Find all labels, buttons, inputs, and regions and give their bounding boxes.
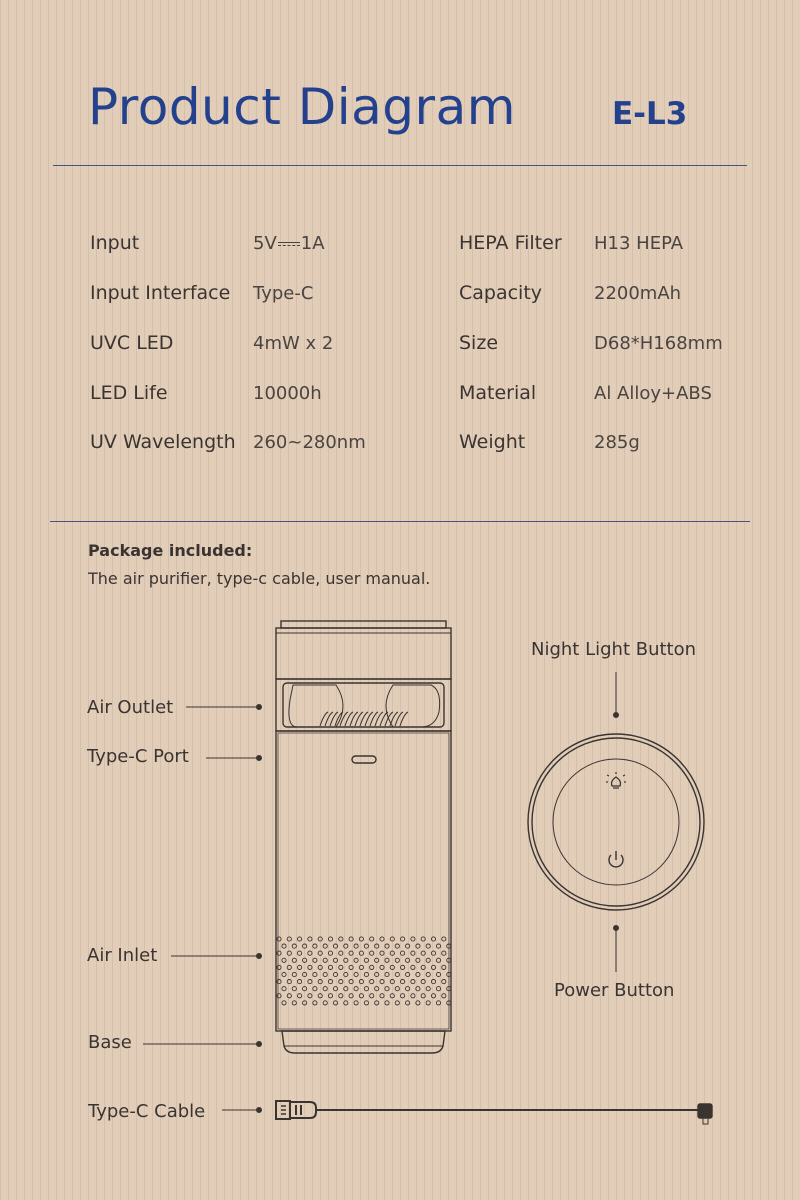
inlet-hole — [277, 994, 281, 998]
spec-value-uvc-led: 4mW x 2 — [253, 333, 334, 354]
inlet-hole — [380, 994, 384, 998]
inlet-hole — [442, 951, 446, 955]
inlet-hole — [395, 944, 399, 948]
inlet-hole — [390, 965, 394, 969]
spec-value-size: D68*H168mm — [594, 333, 723, 354]
callout-night-light-button: Night Light Button — [531, 639, 697, 660]
inlet-hole — [303, 958, 307, 962]
inlet-hole — [277, 980, 281, 984]
inlet-hole — [349, 994, 353, 998]
inlet-hole — [375, 972, 379, 976]
inlet-hole — [395, 987, 399, 991]
inlet-hole — [426, 1001, 430, 1005]
leader-type-c-port — [206, 756, 261, 761]
callout-air-outlet: Air Outlet — [87, 697, 174, 718]
inlet-hole — [339, 951, 343, 955]
spec-value-weight: 285g — [594, 432, 640, 453]
purifier-top-view — [528, 734, 704, 910]
inlet-hole — [436, 944, 440, 948]
inlet-hole — [406, 987, 410, 991]
inlet-hole — [318, 994, 322, 998]
inlet-hole — [313, 944, 317, 948]
inlet-hole — [303, 987, 307, 991]
inlet-hole — [385, 1001, 389, 1005]
inlet-hole — [364, 1001, 368, 1005]
inlet-hole — [333, 972, 337, 976]
inlet-hole — [323, 972, 327, 976]
inlet-hole — [349, 980, 353, 984]
callout-air-inlet: Air Inlet — [87, 945, 158, 966]
inlet-hole — [416, 958, 420, 962]
inlet-hole — [370, 965, 374, 969]
inlet-hole — [385, 958, 389, 962]
inlet-hole — [298, 937, 302, 941]
spec-value-led-life: 10000h — [253, 383, 322, 404]
inlet-hole — [370, 951, 374, 955]
inlet-hole — [359, 965, 363, 969]
inlet-hole — [282, 987, 286, 991]
inlet-hole — [298, 951, 302, 955]
inlet-hole — [277, 937, 281, 941]
inlet-hole — [395, 958, 399, 962]
inlet-hole — [370, 994, 374, 998]
inlet-hole — [292, 972, 296, 976]
inlet-hole — [308, 980, 312, 984]
night-light-icon — [606, 772, 626, 788]
spec-label-weight: Weight — [459, 431, 526, 453]
inlet-hole — [421, 937, 425, 941]
inlet-hole — [395, 1001, 399, 1005]
inlet-hole — [406, 1001, 410, 1005]
inlet-hole — [426, 958, 430, 962]
inlet-hole — [431, 980, 435, 984]
inlet-hole — [385, 972, 389, 976]
inlet-hole — [431, 937, 435, 941]
leader-air-inlet — [171, 954, 261, 959]
inlet-hole — [318, 951, 322, 955]
inlet-hole — [313, 972, 317, 976]
inlet-hole — [390, 937, 394, 941]
spec-label-uvc-led: UVC LED — [90, 332, 174, 354]
inlet-hole — [416, 987, 420, 991]
inlet-hole — [426, 944, 430, 948]
leader-air-outlet — [186, 705, 261, 710]
callout-type-c-cable: Type-C Cable — [88, 1101, 206, 1122]
inlet-hole — [287, 994, 291, 998]
inlet-hole — [277, 951, 281, 955]
inlet-hole — [380, 951, 384, 955]
inlet-hole — [364, 944, 368, 948]
model-number: E-L3 — [612, 96, 688, 132]
purifier-air-inlet-holes — [277, 937, 451, 1005]
inlet-hole — [298, 994, 302, 998]
inlet-hole — [406, 958, 410, 962]
inlet-hole — [370, 937, 374, 941]
inlet-hole — [436, 958, 440, 962]
inlet-hole — [436, 972, 440, 976]
inlet-hole — [354, 944, 358, 948]
inlet-hole — [282, 972, 286, 976]
inlet-hole — [298, 965, 302, 969]
inlet-hole — [442, 980, 446, 984]
inlet-hole — [380, 937, 384, 941]
inlet-hole — [292, 958, 296, 962]
inlet-hole — [359, 994, 363, 998]
inlet-hole — [287, 951, 291, 955]
leader-night-light-button — [614, 672, 619, 717]
inlet-hole — [308, 937, 312, 941]
inlet-hole — [292, 1001, 296, 1005]
inlet-hole — [349, 951, 353, 955]
spec-label-material: Material — [459, 382, 537, 404]
inlet-hole — [354, 1001, 358, 1005]
inlet-hole — [416, 1001, 420, 1005]
inlet-hole — [328, 965, 332, 969]
inlet-hole — [344, 944, 348, 948]
inlet-hole — [323, 1001, 327, 1005]
inlet-hole — [333, 944, 337, 948]
inlet-hole — [421, 951, 425, 955]
inlet-hole — [359, 951, 363, 955]
spec-label-led-life: LED Life — [90, 382, 168, 404]
spec-value-input: 5V 1A — [253, 233, 325, 254]
inlet-hole — [421, 994, 425, 998]
inlet-hole — [333, 1001, 337, 1005]
inlet-hole — [298, 980, 302, 984]
inlet-hole — [292, 944, 296, 948]
purifier-base — [282, 1031, 445, 1053]
inlet-hole — [401, 937, 405, 941]
inlet-hole — [303, 972, 307, 976]
leader-base — [143, 1042, 261, 1047]
inlet-hole — [411, 994, 415, 998]
callout-type-c-port: Type-C Port — [87, 746, 189, 767]
inlet-hole — [401, 951, 405, 955]
inlet-hole — [421, 980, 425, 984]
inlet-hole — [328, 994, 332, 998]
inlet-hole — [349, 965, 353, 969]
inlet-hole — [282, 1001, 286, 1005]
spec-label-size: Size — [459, 332, 499, 354]
inlet-hole — [442, 965, 446, 969]
inlet-hole — [442, 994, 446, 998]
inlet-hole — [287, 965, 291, 969]
inlet-hole — [395, 972, 399, 976]
purifier-top-cap — [276, 621, 451, 679]
inlet-hole — [426, 987, 430, 991]
inlet-hole — [411, 965, 415, 969]
inlet-hole — [364, 987, 368, 991]
inlet-hole — [401, 965, 405, 969]
inlet-hole — [323, 958, 327, 962]
inlet-hole — [354, 972, 358, 976]
spec-value-material: Al Alloy+ABS — [594, 383, 712, 404]
inlet-hole — [375, 958, 379, 962]
inlet-hole — [339, 937, 343, 941]
inlet-hole — [308, 994, 312, 998]
inlet-hole — [354, 958, 358, 962]
inlet-hole — [328, 980, 332, 984]
type-c-port-icon — [352, 756, 376, 763]
power-icon — [609, 851, 623, 867]
inlet-hole — [375, 944, 379, 948]
inlet-hole — [349, 937, 353, 941]
inlet-hole — [364, 958, 368, 962]
purifier-air-outlet — [276, 679, 451, 731]
inlet-hole — [333, 958, 337, 962]
inlet-hole — [303, 944, 307, 948]
inlet-hole — [411, 980, 415, 984]
inlet-hole — [436, 987, 440, 991]
inlet-hole — [436, 1001, 440, 1005]
inlet-hole — [416, 944, 420, 948]
inlet-hole — [339, 994, 343, 998]
inlet-hole — [431, 994, 435, 998]
inlet-hole — [318, 937, 322, 941]
inlet-hole — [344, 1001, 348, 1005]
spec-value-hepa-filter: H13 HEPA — [594, 233, 684, 254]
inlet-hole — [333, 987, 337, 991]
inlet-hole — [308, 951, 312, 955]
inlet-hole — [390, 980, 394, 984]
purifier-body — [276, 731, 451, 1031]
inlet-hole — [380, 980, 384, 984]
inlet-hole — [344, 972, 348, 976]
inlet-hole — [318, 980, 322, 984]
inlet-hole — [339, 965, 343, 969]
inlet-hole — [401, 980, 405, 984]
inlet-hole — [431, 965, 435, 969]
inlet-hole — [277, 965, 281, 969]
inlet-hole — [359, 937, 363, 941]
spec-value-uv-wavelength: 260~280nm — [253, 432, 366, 453]
callout-base: Base — [88, 1032, 132, 1053]
inlet-hole — [292, 987, 296, 991]
inlet-hole — [282, 944, 286, 948]
inlet-hole — [339, 980, 343, 984]
spec-label-hepa-filter: HEPA Filter — [459, 232, 562, 254]
inlet-hole — [303, 1001, 307, 1005]
inlet-hole — [385, 944, 389, 948]
inlet-hole — [287, 980, 291, 984]
leader-type-c-cable — [222, 1108, 261, 1113]
inlet-hole — [421, 965, 425, 969]
inlet-hole — [416, 972, 420, 976]
inlet-hole — [426, 972, 430, 976]
spec-value-input-interface: Type-C — [253, 283, 314, 304]
package-title: Package included: — [88, 541, 253, 560]
inlet-hole — [318, 965, 322, 969]
inlet-hole — [375, 987, 379, 991]
inlet-hole — [328, 951, 332, 955]
inlet-hole — [313, 1001, 317, 1005]
inlet-hole — [364, 972, 368, 976]
inlet-hole — [370, 980, 374, 984]
type-c-cable — [276, 1101, 712, 1124]
inlet-hole — [380, 965, 384, 969]
inlet-hole — [375, 1001, 379, 1005]
leader-power-button — [614, 926, 619, 972]
spec-label-input: Input — [90, 232, 140, 254]
inlet-hole — [390, 994, 394, 998]
inlet-hole — [287, 937, 291, 941]
inlet-hole — [328, 937, 332, 941]
page-title: Product Diagram — [88, 78, 516, 136]
inlet-hole — [323, 944, 327, 948]
inlet-hole — [282, 958, 286, 962]
inlet-hole — [354, 987, 358, 991]
spec-label-capacity: Capacity — [459, 282, 543, 304]
inlet-hole — [406, 944, 410, 948]
inlet-hole — [323, 987, 327, 991]
callout-power-button: Power Button — [554, 980, 675, 1001]
inlet-hole — [431, 951, 435, 955]
spec-value-capacity: 2200mAh — [594, 283, 682, 304]
spec-label-uv-wavelength: UV Wavelength — [90, 431, 236, 453]
inlet-hole — [411, 951, 415, 955]
inlet-hole — [313, 987, 317, 991]
inlet-hole — [344, 958, 348, 962]
inlet-hole — [385, 987, 389, 991]
inlet-hole — [313, 958, 317, 962]
inlet-hole — [406, 972, 410, 976]
inlet-hole — [442, 937, 446, 941]
inlet-hole — [401, 994, 405, 998]
spec-label-input-interface: Input Interface — [90, 282, 231, 304]
inlet-hole — [411, 937, 415, 941]
inlet-hole — [344, 987, 348, 991]
inlet-hole — [390, 951, 394, 955]
inlet-hole — [359, 980, 363, 984]
inlet-hole — [308, 965, 312, 969]
package-text: The air purifier, type-c cable, user manual. — [88, 569, 431, 588]
fan-blades — [320, 712, 408, 726]
